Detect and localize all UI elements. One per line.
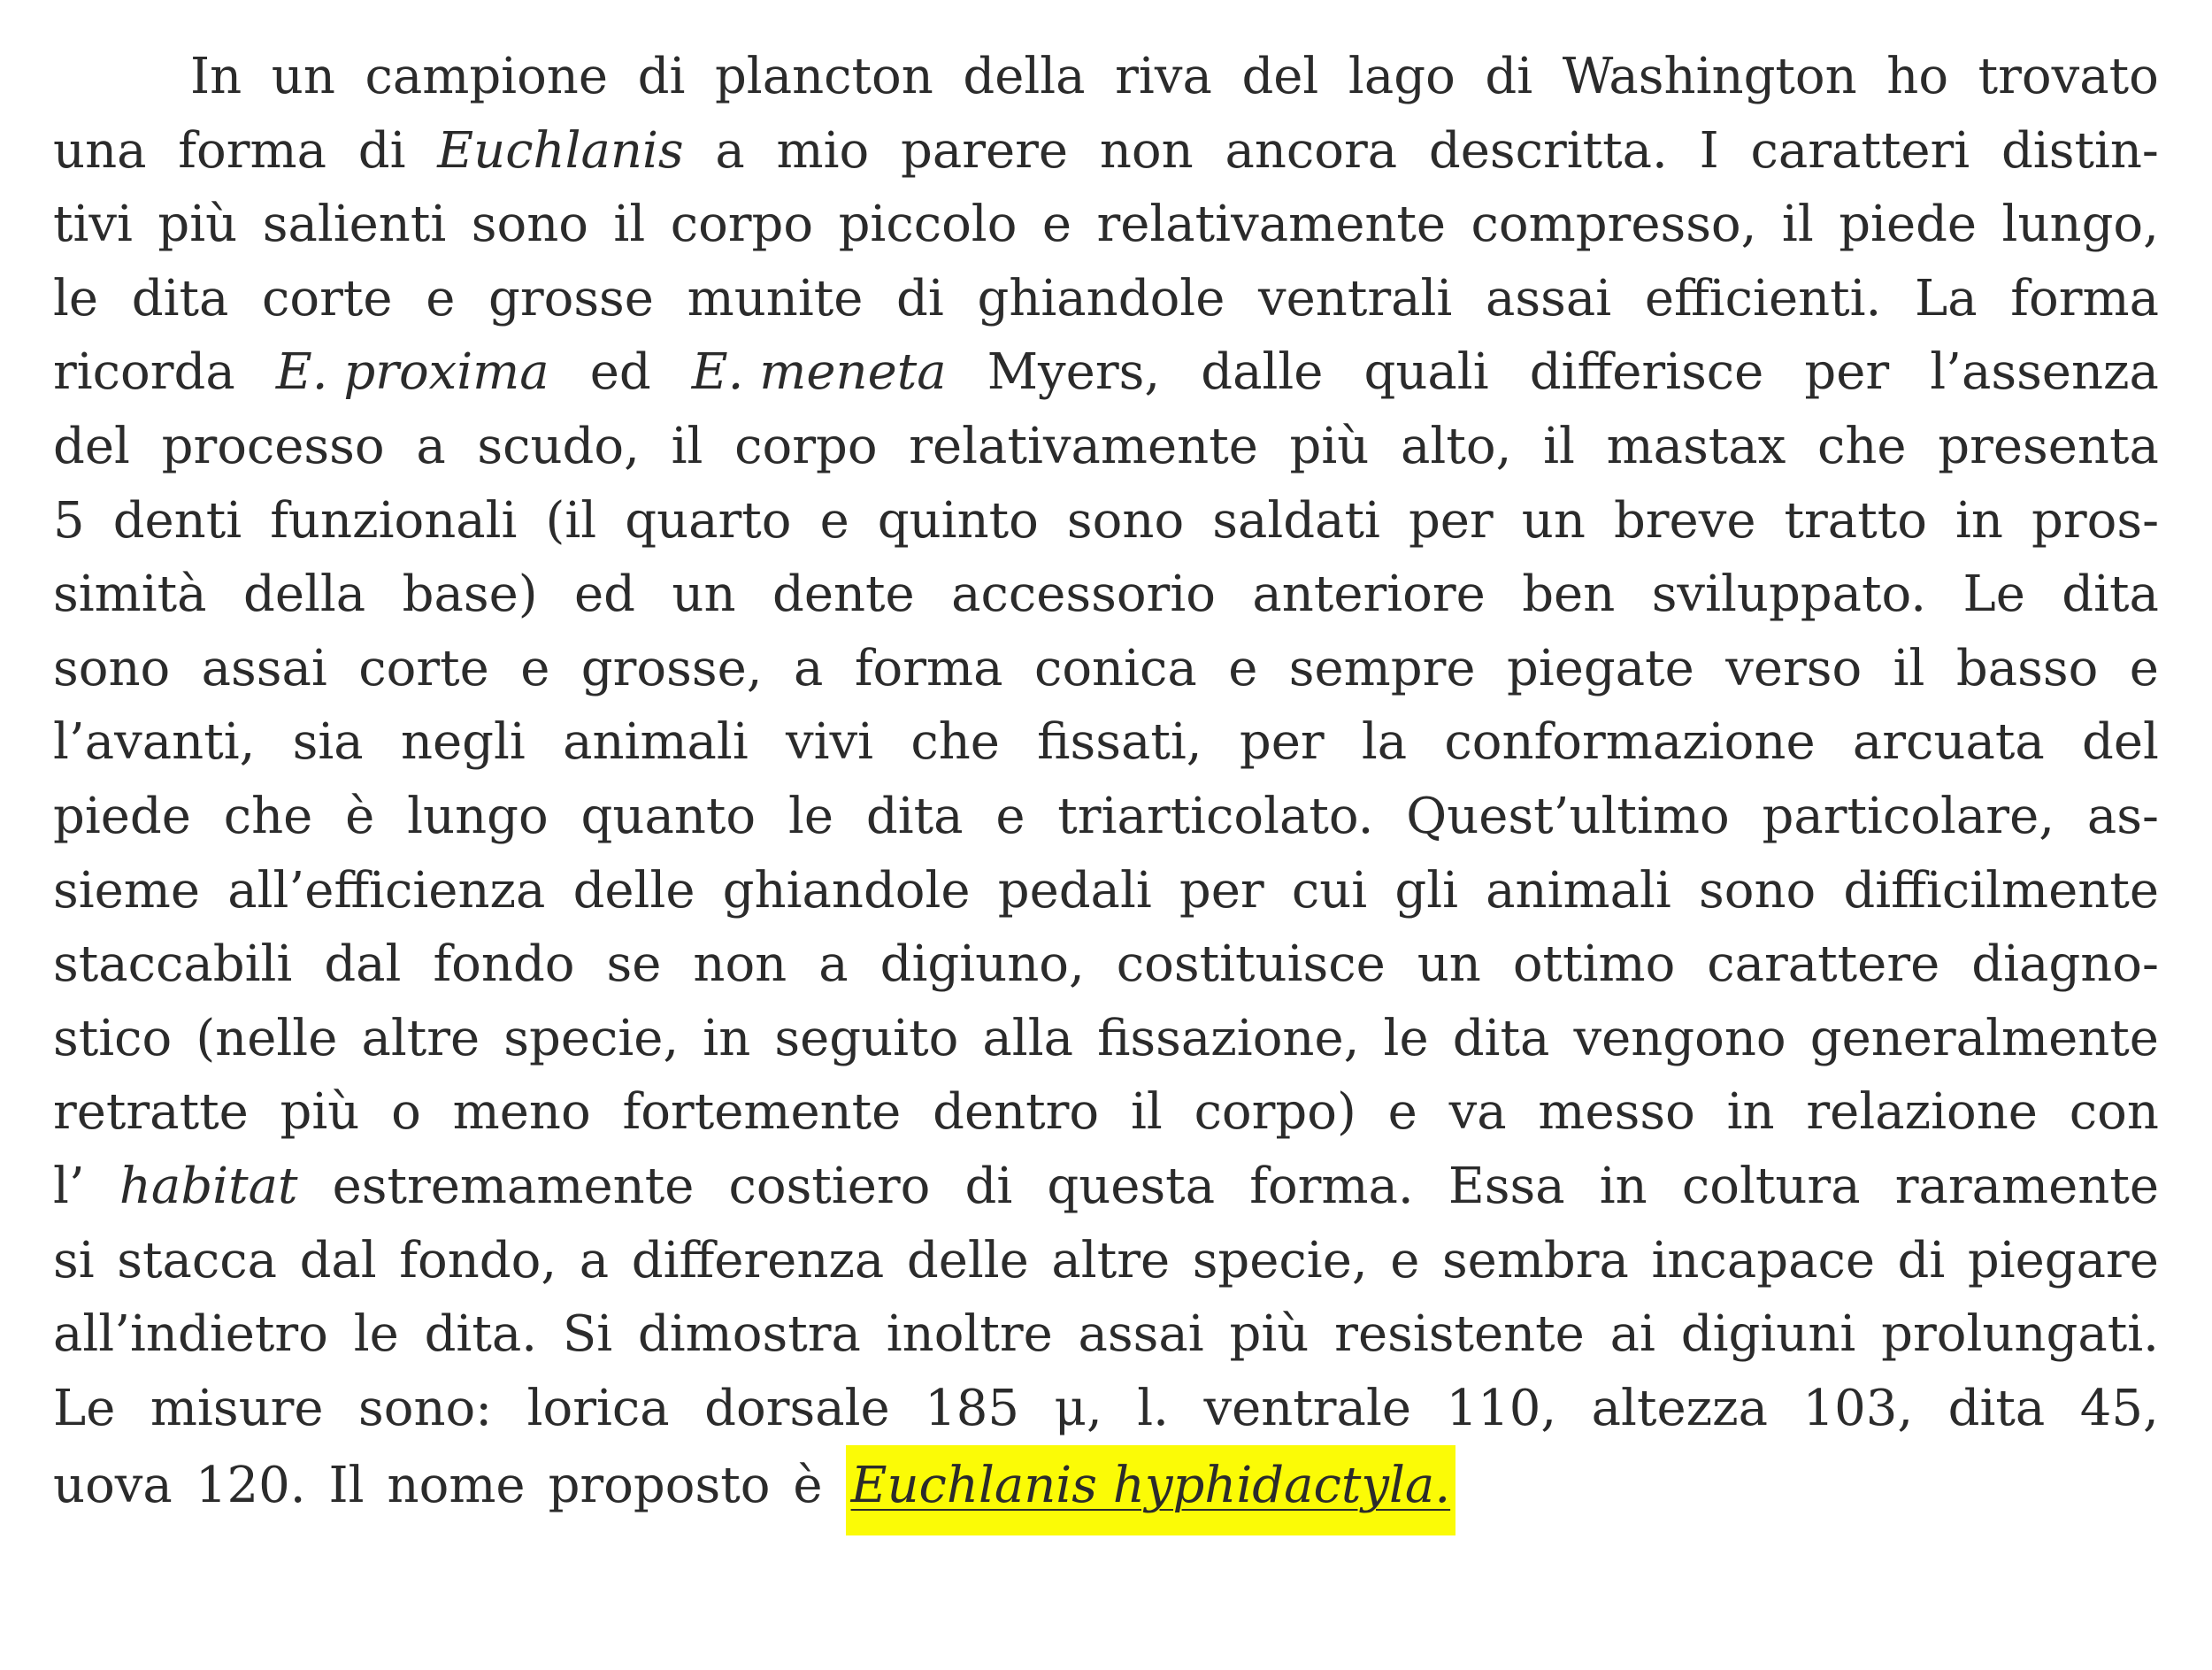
word: animali [563, 713, 749, 772]
word: all’indietro [53, 1305, 328, 1364]
word: con [2069, 1083, 2159, 1142]
word: vengono [1573, 1009, 1786, 1067]
word: il [1543, 417, 1575, 475]
word: forma [2010, 269, 2159, 327]
word: della [963, 48, 1086, 105]
word: e [1041, 196, 1071, 254]
word: e [995, 787, 1025, 845]
word: o [391, 1083, 421, 1142]
word: che [1816, 417, 1907, 475]
word: specie, [1192, 1231, 1368, 1289]
word: coltura [1681, 1157, 1861, 1215]
word: saldati [1212, 491, 1380, 550]
word: sono [1699, 861, 1816, 920]
word: 5 [53, 491, 85, 550]
word: lungo, [2001, 196, 2159, 254]
word: ed [589, 343, 651, 402]
word: ottimo [1512, 935, 1676, 994]
word: arcuata [1852, 713, 2045, 772]
word: l’avanti, [53, 713, 256, 772]
word: 120. [195, 1457, 306, 1515]
word: sono: [358, 1379, 493, 1437]
word: assai [201, 639, 327, 697]
word: le [353, 1305, 399, 1364]
word: 185 [925, 1379, 1020, 1437]
word: Quest’ultimo [1406, 787, 1730, 845]
word: seguito [774, 1009, 959, 1067]
word: differisce [1529, 343, 1764, 402]
word: fondo, [399, 1231, 557, 1289]
word: sembra [1441, 1231, 1629, 1289]
word: negli [400, 713, 526, 772]
word: simità [53, 566, 207, 624]
word: fortemente [622, 1083, 902, 1142]
word: costituisce [1116, 935, 1386, 994]
text-line [53, 484, 2159, 558]
word: grosse, [580, 639, 763, 697]
word: La [1915, 269, 1978, 327]
word: dita [865, 787, 964, 845]
word: in [1726, 1083, 1775, 1142]
word: dita [2062, 566, 2159, 624]
word: per [1408, 491, 1494, 550]
paragraph [53, 40, 2159, 1520]
word: piede [1839, 196, 1978, 254]
word: Il [328, 1457, 365, 1515]
word: I [1699, 121, 1719, 180]
word: del [2081, 713, 2159, 772]
word: delle [572, 861, 695, 920]
word: carattere [1707, 935, 1940, 994]
word: forma [854, 639, 1003, 697]
word: parere [901, 121, 1069, 180]
word: dal [324, 935, 402, 994]
word: tivi [53, 196, 133, 254]
word: vivi [786, 713, 874, 772]
word: fondo [433, 935, 575, 994]
word: fissazione, [1097, 1009, 1360, 1067]
word: altezza [1591, 1379, 1768, 1437]
word: alla [982, 1009, 1073, 1067]
word: le [53, 269, 99, 327]
text-line [53, 780, 2159, 854]
word: piegate [1506, 639, 1694, 697]
word: il [1130, 1083, 1163, 1142]
word: retratte [53, 1083, 249, 1142]
word: diagno- [1971, 935, 2159, 994]
word: dita [1452, 1009, 1550, 1067]
word: proposto [548, 1457, 771, 1515]
word: dal [299, 1231, 377, 1289]
text-line [53, 1224, 2159, 1298]
text-line [53, 1297, 2159, 1372]
text-line [53, 854, 2159, 928]
word: ventrali [1258, 269, 1453, 327]
word: efficienti. [1644, 269, 1882, 327]
word: mio [776, 121, 870, 180]
word: dalle [1201, 343, 1324, 402]
word: più [1229, 1305, 1310, 1364]
word: nome [387, 1457, 526, 1515]
word: inoltre [886, 1305, 1053, 1364]
word: e [426, 269, 456, 327]
word: costiero [728, 1157, 931, 1215]
word: un [271, 48, 335, 105]
word: questa [1047, 1157, 1216, 1215]
word: ed [574, 566, 635, 624]
word: che [910, 713, 1000, 772]
word: raramente [1894, 1157, 2159, 1215]
word: corte [262, 269, 393, 327]
word: si [53, 1231, 95, 1289]
italic-term: E. meneta [691, 343, 947, 402]
word: ben [1522, 566, 1616, 624]
word: salienti [262, 196, 447, 254]
word: a [416, 417, 446, 475]
word: 110, [1446, 1379, 1557, 1437]
word: pedali [997, 861, 1152, 920]
word: dentro [933, 1083, 1100, 1142]
word: stacca [117, 1231, 277, 1289]
text-line [53, 558, 2159, 632]
italic-term: Euchlanis [437, 121, 684, 180]
word: relativamente [1096, 196, 1447, 254]
word: grosse [488, 269, 654, 327]
word: trovato [1978, 48, 2159, 105]
word: gli [1394, 861, 1459, 920]
word: assai [1078, 1305, 1204, 1364]
word: di [964, 1157, 1013, 1215]
word: dita [1947, 1379, 2046, 1437]
word: una [53, 121, 147, 180]
word: particolare, [1762, 787, 2055, 845]
word: e [1390, 1231, 1420, 1289]
word: specie, [503, 1009, 680, 1067]
word: denti [112, 491, 242, 550]
word: In [190, 48, 242, 105]
word: cui [1291, 861, 1368, 920]
word: piede [53, 787, 191, 845]
word: un [1521, 491, 1586, 550]
word: digiuno, [879, 935, 1085, 994]
word: verso [1725, 639, 1863, 697]
word: base) [402, 566, 538, 624]
word: estremamente [332, 1157, 695, 1215]
word: tratto [1784, 491, 1927, 550]
word: Myers, [987, 343, 1161, 402]
word: Le [53, 1379, 116, 1437]
word: piegare [1967, 1231, 2159, 1289]
word: lorica [526, 1379, 670, 1437]
word: non [693, 935, 787, 994]
word: in [1955, 491, 2003, 550]
word: (nelle [196, 1009, 338, 1067]
word: conica [1033, 639, 1197, 697]
word: di [357, 121, 406, 180]
text-line [53, 188, 2159, 262]
word: meno [452, 1083, 591, 1142]
word: è [345, 787, 375, 845]
italic-term: habitat [119, 1157, 298, 1215]
word: corpo) [1194, 1083, 1356, 1142]
word: il [1893, 639, 1925, 697]
word: piccolo [838, 196, 1018, 254]
word: per [1804, 343, 1890, 402]
word: assai [1486, 269, 1612, 327]
word: di [637, 48, 686, 105]
word: processo [161, 417, 385, 475]
word: triarticolato. [1057, 787, 1374, 845]
word: 45, [2079, 1379, 2159, 1437]
word: ghiandole [722, 861, 971, 920]
word: corpo [734, 417, 878, 475]
word: accessorio [951, 566, 1216, 624]
word: misure [150, 1379, 324, 1437]
word: anteriore [1252, 566, 1486, 624]
word: ancora [1225, 121, 1398, 180]
word: sia [292, 713, 364, 772]
word: ai [1609, 1305, 1655, 1364]
word: quarto [625, 491, 792, 550]
word: conformazione [1444, 713, 1816, 772]
word: il [671, 417, 703, 475]
word: corpo [670, 196, 814, 254]
text-line [53, 1445, 2159, 1520]
word: in [1599, 1157, 1647, 1215]
word: caratteri [1750, 121, 1970, 180]
text-line [53, 1372, 2159, 1446]
word: a [715, 121, 745, 180]
word: del [1241, 48, 1319, 105]
word: resistente [1334, 1305, 1585, 1364]
word: plancton [714, 48, 933, 105]
word: che [223, 787, 313, 845]
word: ventrale [1203, 1379, 1411, 1437]
highlighted-species-name: Euchlanis hyphidactyla. [846, 1445, 1456, 1535]
word: mastax [1606, 417, 1786, 475]
word: e [1387, 1083, 1417, 1142]
word: più [280, 1083, 360, 1142]
word: staccabili [53, 935, 293, 994]
word: funzionali [270, 491, 518, 550]
text-line [53, 114, 2159, 189]
word: e [1228, 639, 1258, 697]
word: μ, [1054, 1379, 1102, 1437]
text-line [53, 927, 2159, 1002]
word: della [242, 566, 366, 624]
word: più [1289, 417, 1370, 475]
word: Si [562, 1305, 613, 1364]
word: sviluppato. [1651, 566, 1927, 624]
word: alto, [1401, 417, 1512, 475]
word: di [896, 269, 944, 327]
word: as- [2086, 787, 2159, 845]
word: ricorda [53, 343, 235, 402]
word: ghiandole [977, 269, 1225, 327]
word: munite [687, 269, 864, 327]
word: sono [53, 639, 171, 697]
word: di [1485, 48, 1533, 105]
word: 103, [1802, 1379, 1914, 1437]
text-line [53, 1002, 2159, 1076]
word: uova [53, 1457, 173, 1515]
word: è [793, 1457, 823, 1515]
word: del [53, 417, 130, 475]
word: delle [906, 1231, 1029, 1289]
word: Washington [1562, 48, 1857, 105]
word: le [1383, 1009, 1429, 1067]
word: l’ [53, 1157, 85, 1215]
word: distin- [2001, 121, 2159, 180]
word: e [819, 491, 849, 550]
word: basso [1955, 639, 2099, 697]
word: presenta [1938, 417, 2159, 475]
word: quanto [580, 787, 757, 845]
word: descritta. [1428, 121, 1668, 180]
word: relazione [1806, 1083, 2038, 1142]
word: il [1781, 196, 1814, 254]
text-line [53, 262, 2159, 336]
word: dita. [424, 1305, 538, 1364]
word: altre [1051, 1231, 1171, 1289]
word: dita [131, 269, 229, 327]
word: se [606, 935, 662, 994]
word: il [613, 196, 646, 254]
word: l. [1137, 1379, 1169, 1437]
word: Le [1962, 566, 2025, 624]
word: prolungati. [1881, 1305, 2159, 1364]
word: corte [358, 639, 489, 697]
word: a [579, 1231, 610, 1289]
word: lago [1348, 48, 1455, 105]
word: sono [471, 196, 588, 254]
text-line [53, 1075, 2159, 1150]
text-line [53, 705, 2159, 780]
word: sempre [1288, 639, 1476, 697]
word: compresso, [1471, 196, 1757, 254]
word: dente [772, 566, 915, 624]
word: relativamente [909, 417, 1258, 475]
word: in [703, 1009, 751, 1067]
word: scudo, [477, 417, 640, 475]
word: l’assenza [1930, 343, 2159, 402]
word: Essa [1448, 1157, 1565, 1215]
word: altre [361, 1009, 480, 1067]
word: dimostra [637, 1305, 861, 1364]
word: sono [1066, 491, 1185, 550]
word: forma. [1249, 1157, 1414, 1215]
word: non [1099, 121, 1194, 180]
word: e [520, 639, 550, 697]
word: all’efficienza [227, 861, 546, 920]
word: forma [178, 121, 326, 180]
word: la [1361, 713, 1408, 772]
word: ho [1886, 48, 1949, 105]
word: fissati, [1037, 713, 1202, 772]
word: quali [1363, 343, 1489, 402]
word: dorsale [704, 1379, 890, 1437]
text-line [53, 335, 2159, 410]
text-line [53, 410, 2159, 484]
word: stico [53, 1009, 173, 1067]
word: pros- [2032, 491, 2159, 550]
italic-term: E. proxima [275, 343, 549, 402]
word: le [787, 787, 834, 845]
word: incapace [1651, 1231, 1875, 1289]
text-line [53, 1150, 2159, 1224]
word: e [2129, 639, 2159, 697]
word: breve [1613, 491, 1756, 550]
word: per [1179, 861, 1264, 920]
word: un [672, 566, 736, 624]
word: animali [1486, 861, 1671, 920]
word: un [1417, 935, 1481, 994]
word: riva [1115, 48, 1212, 105]
word: sieme [53, 861, 201, 920]
word: di [1897, 1231, 1946, 1289]
word: digiuni [1680, 1305, 1856, 1364]
word: (il [545, 491, 597, 550]
word: messo [1538, 1083, 1695, 1142]
word: per [1239, 713, 1325, 772]
text-line [53, 632, 2159, 706]
word: quinto [877, 491, 1039, 550]
text-line [53, 40, 2159, 114]
word: più [157, 196, 238, 254]
word: generalmente [1809, 1009, 2159, 1067]
word: lungo [407, 787, 549, 845]
word: va [1448, 1083, 1507, 1142]
word: a [818, 935, 849, 994]
word: campione [365, 48, 609, 105]
word: differenza [631, 1231, 885, 1289]
word: a [793, 639, 824, 697]
word: difficilmente [1843, 861, 2159, 920]
